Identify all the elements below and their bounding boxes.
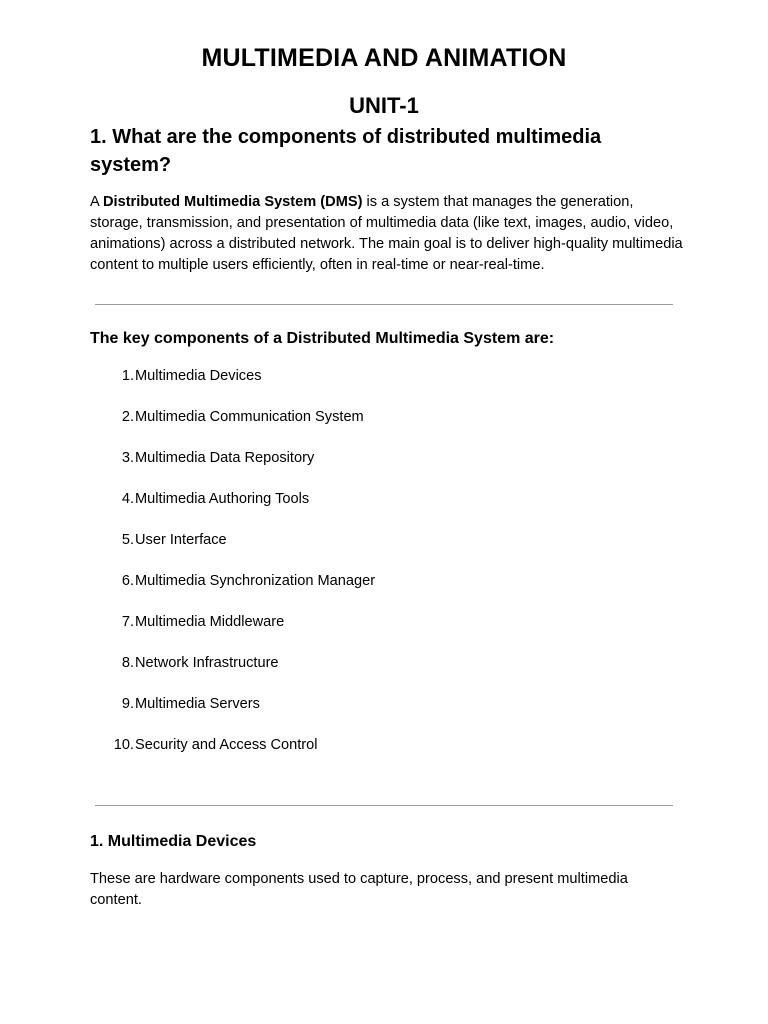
list-item-number: 9. (121, 696, 134, 712)
list-item-label: Network Infrastructure (135, 655, 279, 671)
section-heading: 1. Multimedia Devices (90, 833, 257, 850)
components-heading: The key components of a Distributed Multimedia System are: (90, 330, 555, 347)
list-item-label: Multimedia Communication System (135, 409, 364, 425)
section-paragraph: These are hardware components used to capture, process, and present multimedia content. (90, 871, 628, 908)
list-item-label: Multimedia Devices (135, 368, 262, 384)
document-title: MULTIMEDIA AND ANIMATION (201, 44, 567, 72)
question-heading: 1. What are the components of distributed multimedia system? (90, 126, 602, 176)
intro-body: is a system that manages the generation, storage, transmission, and presentation of multimedia data (like text, images, audio, video, animations) across a distributed network. The main goal is to deliver high-quality multimedia content to multiple users efficiently, often in real-time or near-real-time. (90, 194, 683, 273)
intro-prefix: A (90, 194, 103, 210)
list-item-number: 7. (121, 614, 134, 630)
unit-title: UNIT-1 (349, 93, 419, 118)
list-item-label: User Interface (135, 532, 227, 548)
list-item-number: 5. (121, 532, 134, 548)
list-item-label: Multimedia Authoring Tools (135, 491, 310, 507)
list-item-number: 3. (121, 450, 134, 466)
list-item-number: 2. (121, 409, 134, 425)
intro-paragraph (90, 192, 690, 276)
list-item-label: Multimedia Data Repository (135, 450, 315, 466)
list-item-number: 6. (121, 573, 134, 589)
list-item-label: Multimedia Middleware (135, 614, 285, 630)
list-item-label: Multimedia Servers (135, 696, 260, 712)
list-item-label: Multimedia Synchronization Manager (135, 573, 376, 589)
horizontal-divider (95, 304, 673, 305)
list-item-number: 4. (121, 491, 134, 507)
list-item-number: 10. (113, 737, 134, 753)
horizontal-divider (95, 805, 673, 806)
list-item-number: 8. (121, 655, 134, 671)
intro-term: Distributed Multimedia System (DMS) (102, 194, 363, 210)
list-item-number: 1. (121, 368, 134, 384)
list-item-label: Security and Access Control (135, 737, 318, 753)
